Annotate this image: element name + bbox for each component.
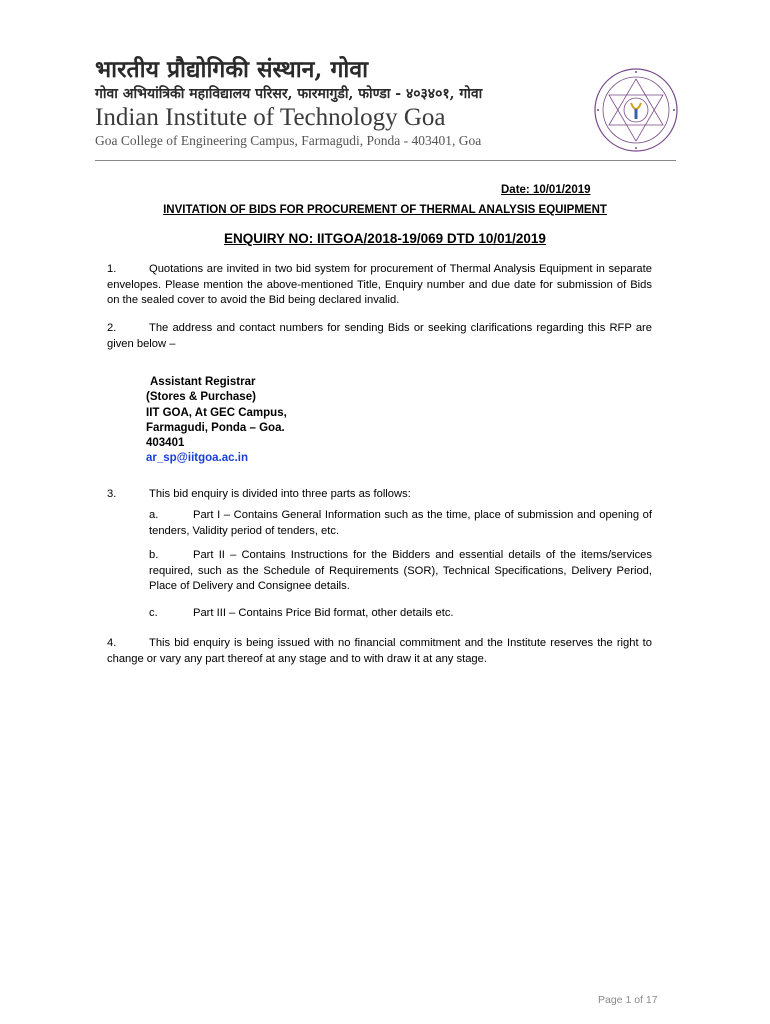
paragraph-text: This bid enquiry is being issued with no financial commitment and the Institute reserves the right to change or vary any part thereof at any stage and to with draw it at any stage. (107, 637, 652, 665)
paragraph-text: Quotations are invited in two bid system for procurement of Thermal Analysis Equipment in separate envelopes. Please mention the above-mentioned Title, Enquiry number and due date for submission of Bids on the sealed cover to avoid the Bid being declared invalid. (107, 263, 652, 306)
address-line: 403401 (146, 437, 185, 450)
part-item-c (149, 606, 652, 622)
paragraph-number: 3. (107, 488, 117, 500)
paragraph-text: The address and contact numbers for sending Bids or seeking clarifications regarding this RFP are given below – (107, 322, 652, 350)
part-text: Part I – Contains General Information such as the time, place of submission and opening of tenders, Validity period of tenders, etc. (149, 509, 652, 537)
paragraph-number: 2. (107, 322, 117, 334)
part-text: Part III – Contains Price Bid format, other details etc. (193, 607, 454, 619)
part-item-a (149, 508, 652, 539)
institute-name-hindi: भारतीय प्रौद्योगिकी संस्थान, गोवा (95, 56, 369, 83)
part-text: Part II – Contains Instructions for the Bidders and essential details of the items/services required, such as the Schedule of Requirements (SOR), Technical Specifications, Delivery Period, Place of Delivery and Consignee details. (149, 549, 652, 592)
part-label: b. (149, 549, 159, 561)
part-label: c. (149, 607, 158, 619)
address-line: Assistant Registrar (150, 376, 256, 388)
part-label: a. (149, 509, 159, 521)
institute-logo-icon (593, 67, 679, 153)
document-date: Date: 10/01/2019 (501, 184, 591, 196)
institute-name: Indian Institute of Technology Goa (95, 104, 446, 131)
document-title: INVITATION OF BIDS FOR PROCUREMENT OF THERMAL ANALYSIS EQUIPMENT (163, 204, 607, 216)
letterhead (0, 0, 770, 165)
institute-address: Goa College of Engineering Campus, Farmagudi, Ponda - 403401, Goa (95, 133, 482, 148)
paragraph-4 (107, 636, 652, 667)
paragraph-number: 1. (107, 263, 117, 275)
paragraph-1 (107, 262, 652, 309)
contact-address (146, 375, 287, 467)
paragraph-2 (107, 321, 652, 352)
enquiry-number: ENQUIRY NO: IITGOA/2018-19/069 DTD 10/01/2019 (224, 231, 546, 246)
paragraph-3 (107, 487, 652, 503)
page-number: Page 1 of 17 (598, 994, 658, 1006)
paragraph-text: This bid enquiry is divided into three parts as follows: (149, 488, 411, 500)
part-item-b (149, 548, 652, 595)
email-link[interactable]: ar_sp@iitgoa.ac.in (146, 452, 248, 465)
address-line: IIT GOA, At GEC Campus, (146, 406, 287, 419)
address-line: (Stores & Purchase) (146, 391, 256, 404)
paragraph-number: 4. (107, 637, 117, 649)
institute-address-hindi: गोवा अभियांत्रिकी महाविद्यालय परिसर, फारमागुडी, फोण्डा - ४०३४०१, गोवा (95, 86, 483, 102)
letterhead-divider (95, 160, 676, 161)
address-line: Farmagudi, Ponda – Goa. (146, 421, 285, 434)
